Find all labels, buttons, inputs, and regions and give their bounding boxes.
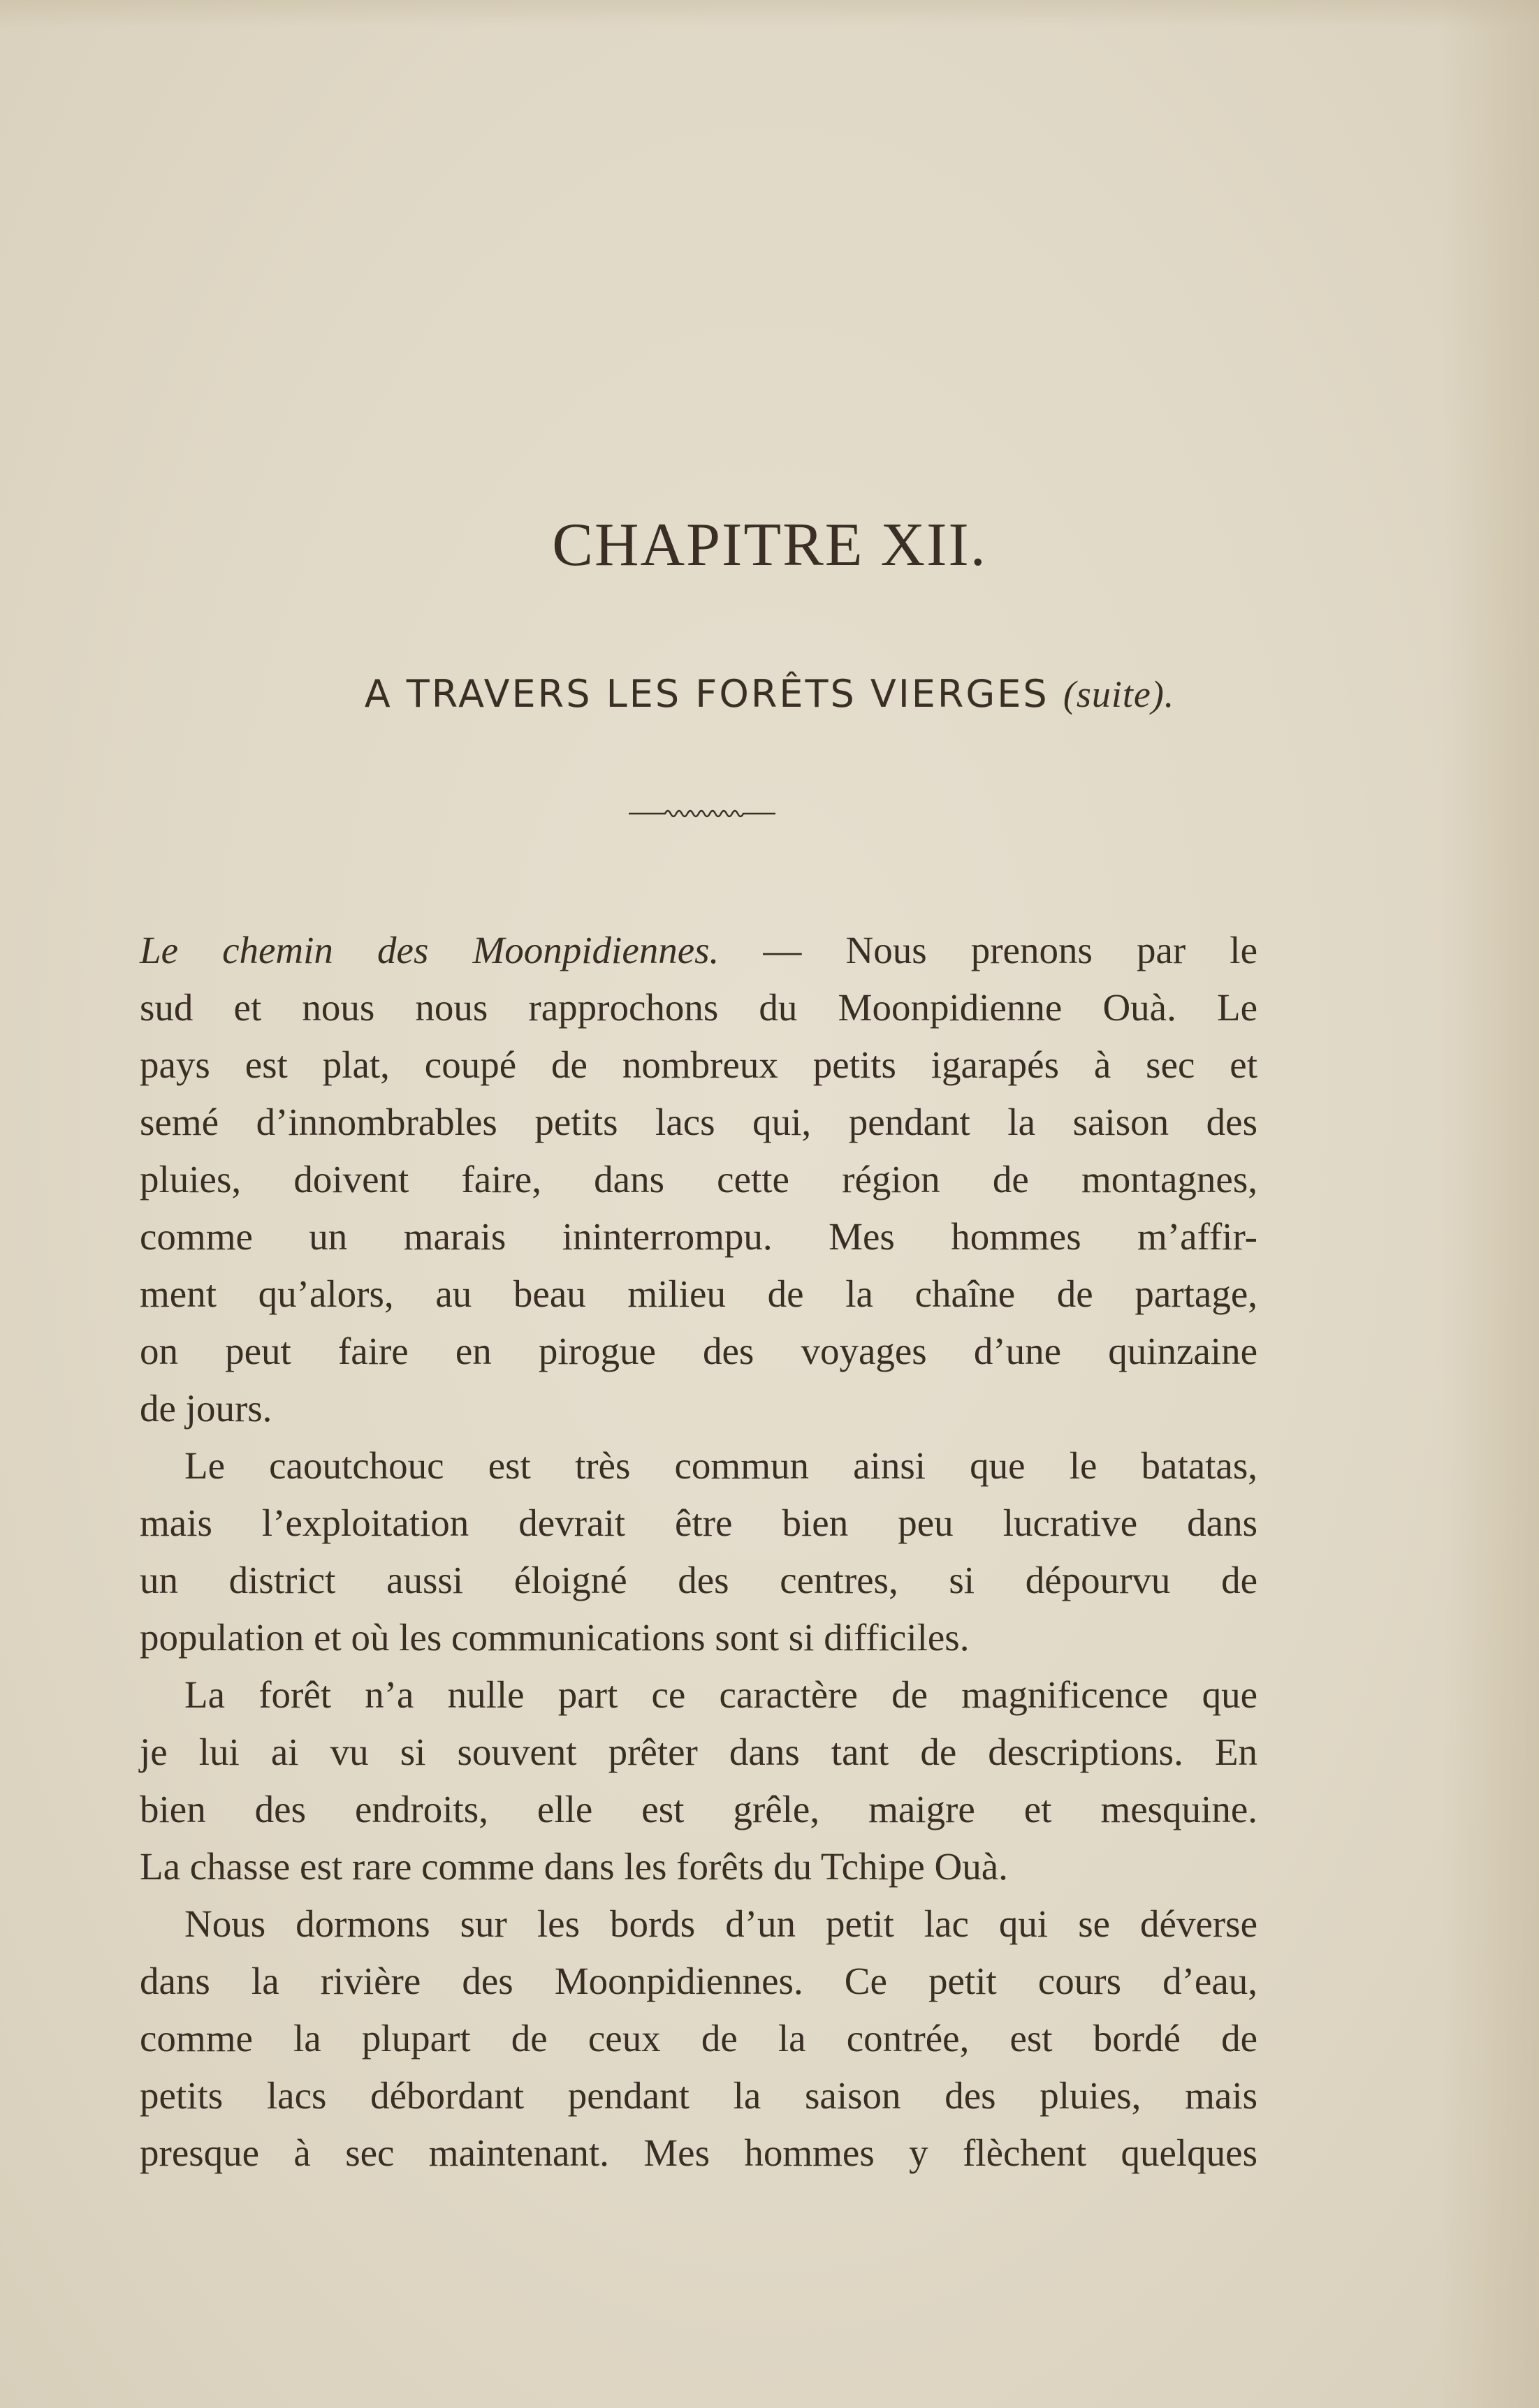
subtitle-text: A TRAVERS LES FORÊTS VIERGES: [364, 672, 1049, 716]
text-line: bien des endroits, elle est grêle, maigre et mesquine.: [140, 1788, 1257, 1830]
text-line: je lui ai vu si souvent prêter dans tant de descriptions. En: [140, 1731, 1257, 1773]
text-line: ment qu’alors, au beau milieu de la chaîne de partage,: [140, 1272, 1257, 1315]
text-line: semé d’innombrables petits lacs qui, pendant la saison des: [140, 1101, 1257, 1143]
chapter-title: CHAPITRE XII.: [552, 511, 987, 579]
line-text: — Nous prenons par le: [719, 929, 1257, 971]
text-line: petits lacs débordant pendant la saison des pluies, mais: [140, 2074, 1257, 2117]
text-line: [140, 922, 1257, 979]
text-line: La chasse est rare comme dans les forêts du Tchipe Ouà.: [140, 1845, 1008, 1888]
subtitle-suite: (suite).: [1063, 673, 1175, 715]
text-line: population et où les communications sont si difficiles.: [140, 1616, 970, 1659]
text-line: mais l’exploitation devrait être bien peu lucrative dans: [140, 1502, 1257, 1544]
section-heading-italic: Le chemin des Moonpidiennes.: [140, 929, 720, 971]
page-top-shading: [0, 0, 1539, 28]
text-line: on peut faire en pirogue des voyages d’une quinzaine: [140, 1330, 1257, 1372]
text-line: dans la rivière des Moonpidiennes. Ce petit cours d’eau,: [140, 1960, 1257, 2002]
text-line: presque à sec maintenant. Mes hommes y flèchent quelques: [140, 2131, 1257, 2174]
text-line: comme un marais ininterrompu. Mes hommes m’affir-: [140, 1215, 1257, 1258]
text-line: Nous dormons sur les bords d’un petit lac qui se déverse: [184, 1902, 1257, 1945]
text-line: comme la plupart de ceux de la contrée, est bordé de: [140, 2017, 1257, 2060]
text-line: sud et nous nous rapprochons du Moonpidienne Ouà. Le: [140, 986, 1257, 1029]
wavy-rule-ornament: [629, 803, 775, 821]
text-line: Le caoutchouc est très commun ainsi que le batatas,: [184, 1444, 1257, 1487]
text-line: pays est plat, coupé de nombreux petits igarapés à sec et: [140, 1043, 1257, 1086]
body-text: [140, 922, 1257, 2182]
text-line: pluies, doivent faire, dans cette région de montagnes,: [140, 1158, 1257, 1201]
chapter-subtitle: [0, 672, 1539, 716]
text-line: un district aussi éloigné des centres, si dépourvu de: [140, 1559, 1257, 1601]
text-line: de jours.: [140, 1387, 272, 1430]
page-edge-shading: [1441, 0, 1539, 2408]
text-line: La forêt n’a nulle part ce caractère de magnificence que: [184, 1673, 1257, 1716]
